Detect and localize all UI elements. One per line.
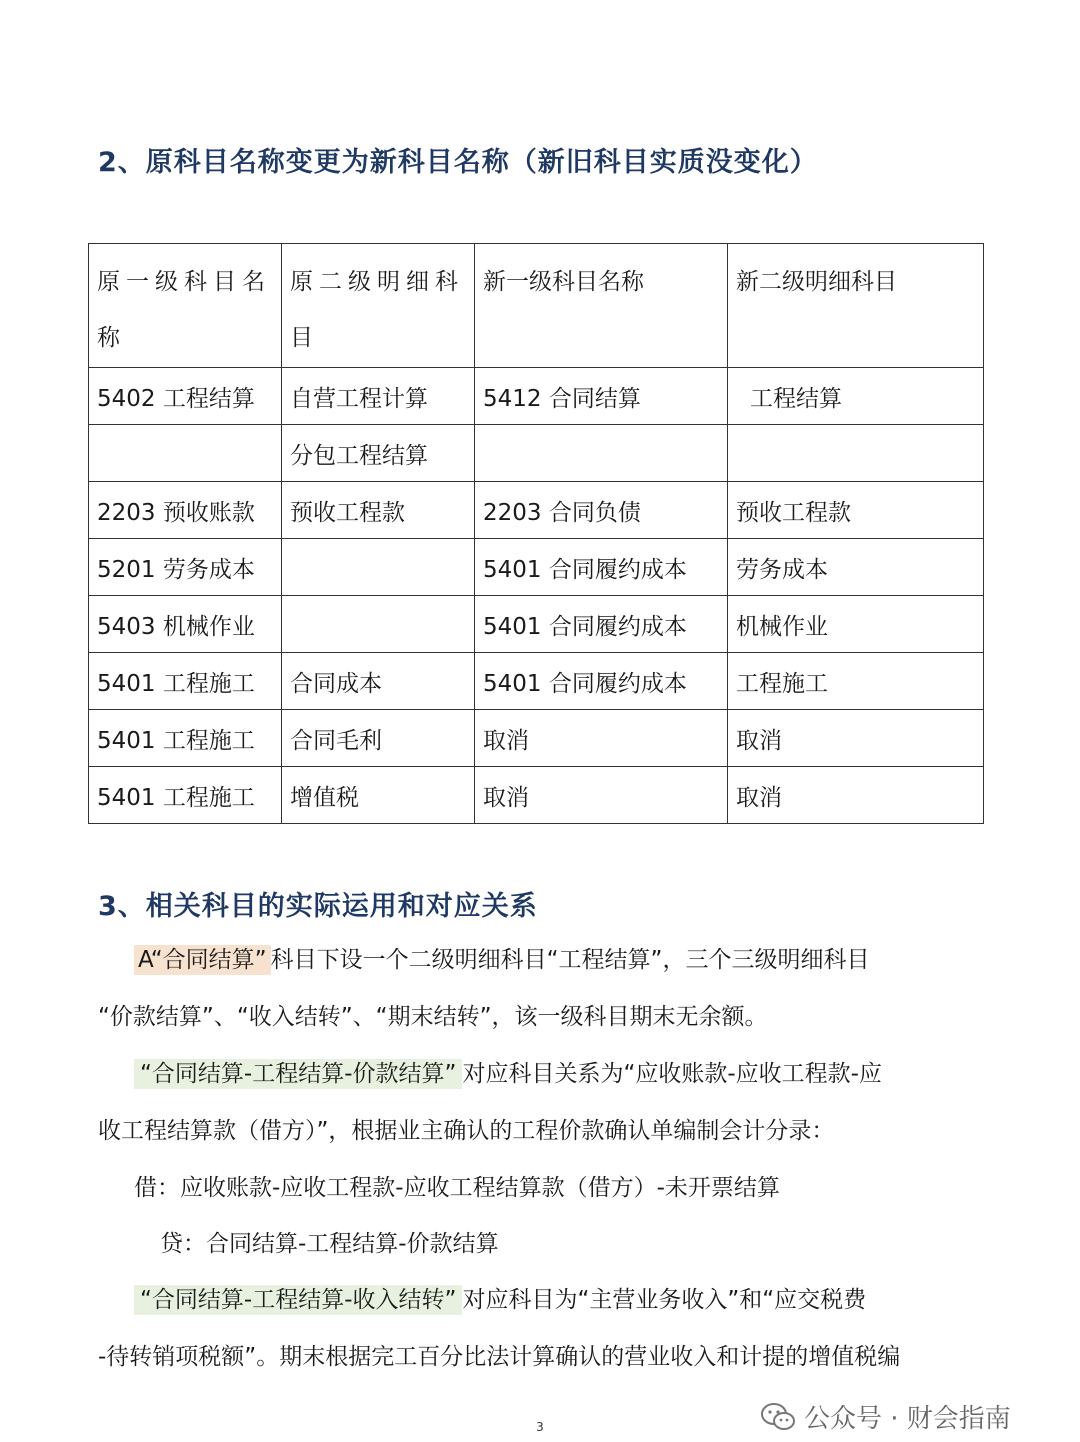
header-cell: 新二级明细科目	[728, 244, 984, 368]
paragraph-5-line-1	[134, 1272, 1018, 1329]
table-cell: 预收工程款	[728, 482, 984, 539]
paragraph-5-line-2: -待转销项税额”。期末根据完工百分比法计算确认的营业收入和计提的增值税编	[98, 1344, 901, 1370]
table-cell	[89, 425, 282, 482]
header-cell: 原一级科目名称	[89, 244, 282, 368]
table-cell	[282, 596, 475, 653]
table-cell: 5401 工程施工	[89, 767, 282, 824]
table-header-row	[89, 244, 984, 368]
table-cell: 取消	[475, 767, 728, 824]
header-cell: 原二级明细科目	[282, 244, 475, 368]
table-cell: 机械作业	[728, 596, 984, 653]
table-row	[89, 653, 984, 710]
table-cell: 2203 合同负债	[475, 482, 728, 539]
table-row	[89, 425, 984, 482]
section-3-heading: 3、相关科目的实际运用和对应关系	[98, 891, 538, 922]
table-cell: 合同成本	[282, 653, 475, 710]
table-cell: 取消	[475, 710, 728, 767]
debit-entry: 借：应收账款-应收工程款-应收工程结算款（借方）-未开票结算	[134, 1175, 780, 1201]
credit-entry: 贷：合同结算-工程结算-价款结算	[160, 1231, 499, 1257]
header-cell: 新一级科目名称	[475, 244, 728, 368]
table-row	[89, 539, 984, 596]
table-cell: 取消	[728, 767, 984, 824]
highlight-price-settlement: “合同结算-工程结算-价款结算”	[134, 1059, 462, 1089]
page-number: 3	[536, 1420, 544, 1434]
account-mapping-table	[88, 243, 984, 824]
table-cell: 2203 预收账款	[89, 482, 282, 539]
paragraph-1-line-1	[134, 932, 1018, 989]
table-cell	[475, 425, 728, 482]
table-cell	[282, 539, 475, 596]
table-cell	[728, 425, 984, 482]
table-cell: 自营工程计算	[282, 368, 475, 425]
table-row	[89, 710, 984, 767]
table-cell: 增值税	[282, 767, 475, 824]
table-cell: 分包工程结算	[282, 425, 475, 482]
watermark-text: 公众号 · 财会指南	[804, 1404, 1011, 1434]
table-cell: 工程施工	[728, 653, 984, 710]
table-cell: 5412 合同结算	[475, 368, 728, 425]
table-cell: 5401 工程施工	[89, 710, 282, 767]
paragraph-text: 对应科目为“主营业务收入”和“应交税费	[462, 1287, 867, 1313]
paragraph-1-line-2: “价款结算”、“收入结转”、“期末结转”，该一级科目期末无余额。	[98, 1004, 768, 1030]
table-cell: 5401 合同履约成本	[475, 596, 728, 653]
table-row	[89, 368, 984, 425]
highlight-revenue-transfer: “合同结算-工程结算-收入结转”	[134, 1285, 462, 1315]
table-row	[89, 482, 984, 539]
table-cell: 5402 工程结算	[89, 368, 282, 425]
paragraph-2-line-2: 收工程结算款（借方）”，根据业主确认的工程价款确认单编制会计分录：	[98, 1118, 835, 1144]
table-row	[89, 767, 984, 824]
paragraph-text: 科目下设一个二级明细科目“工程结算”，三个三级明细科目	[270, 947, 870, 973]
paragraph-text: 对应科目关系为“应收账款-应收工程款-应	[462, 1061, 882, 1087]
table-cell: 5401 合同履约成本	[475, 653, 728, 710]
table-cell: 劳务成本	[728, 539, 984, 596]
table-cell: 5401 合同履约成本	[475, 539, 728, 596]
table-row	[89, 596, 984, 653]
paragraph-2-line-1	[134, 1046, 1018, 1103]
section-2-heading: 2、原科目名称变更为新科目名称（新旧科目实质没变化）	[98, 147, 818, 178]
table-cell: 工程结算	[728, 368, 984, 425]
table-cell: 取消	[728, 710, 984, 767]
table-cell: 5201 劳务成本	[89, 539, 282, 596]
table-cell: 5403 机械作业	[89, 596, 282, 653]
table-cell: 5401 工程施工	[89, 653, 282, 710]
table-cell: 预收工程款	[282, 482, 475, 539]
highlight-contract-settlement: A“合同结算”	[134, 945, 271, 975]
table-cell: 合同毛利	[282, 710, 475, 767]
